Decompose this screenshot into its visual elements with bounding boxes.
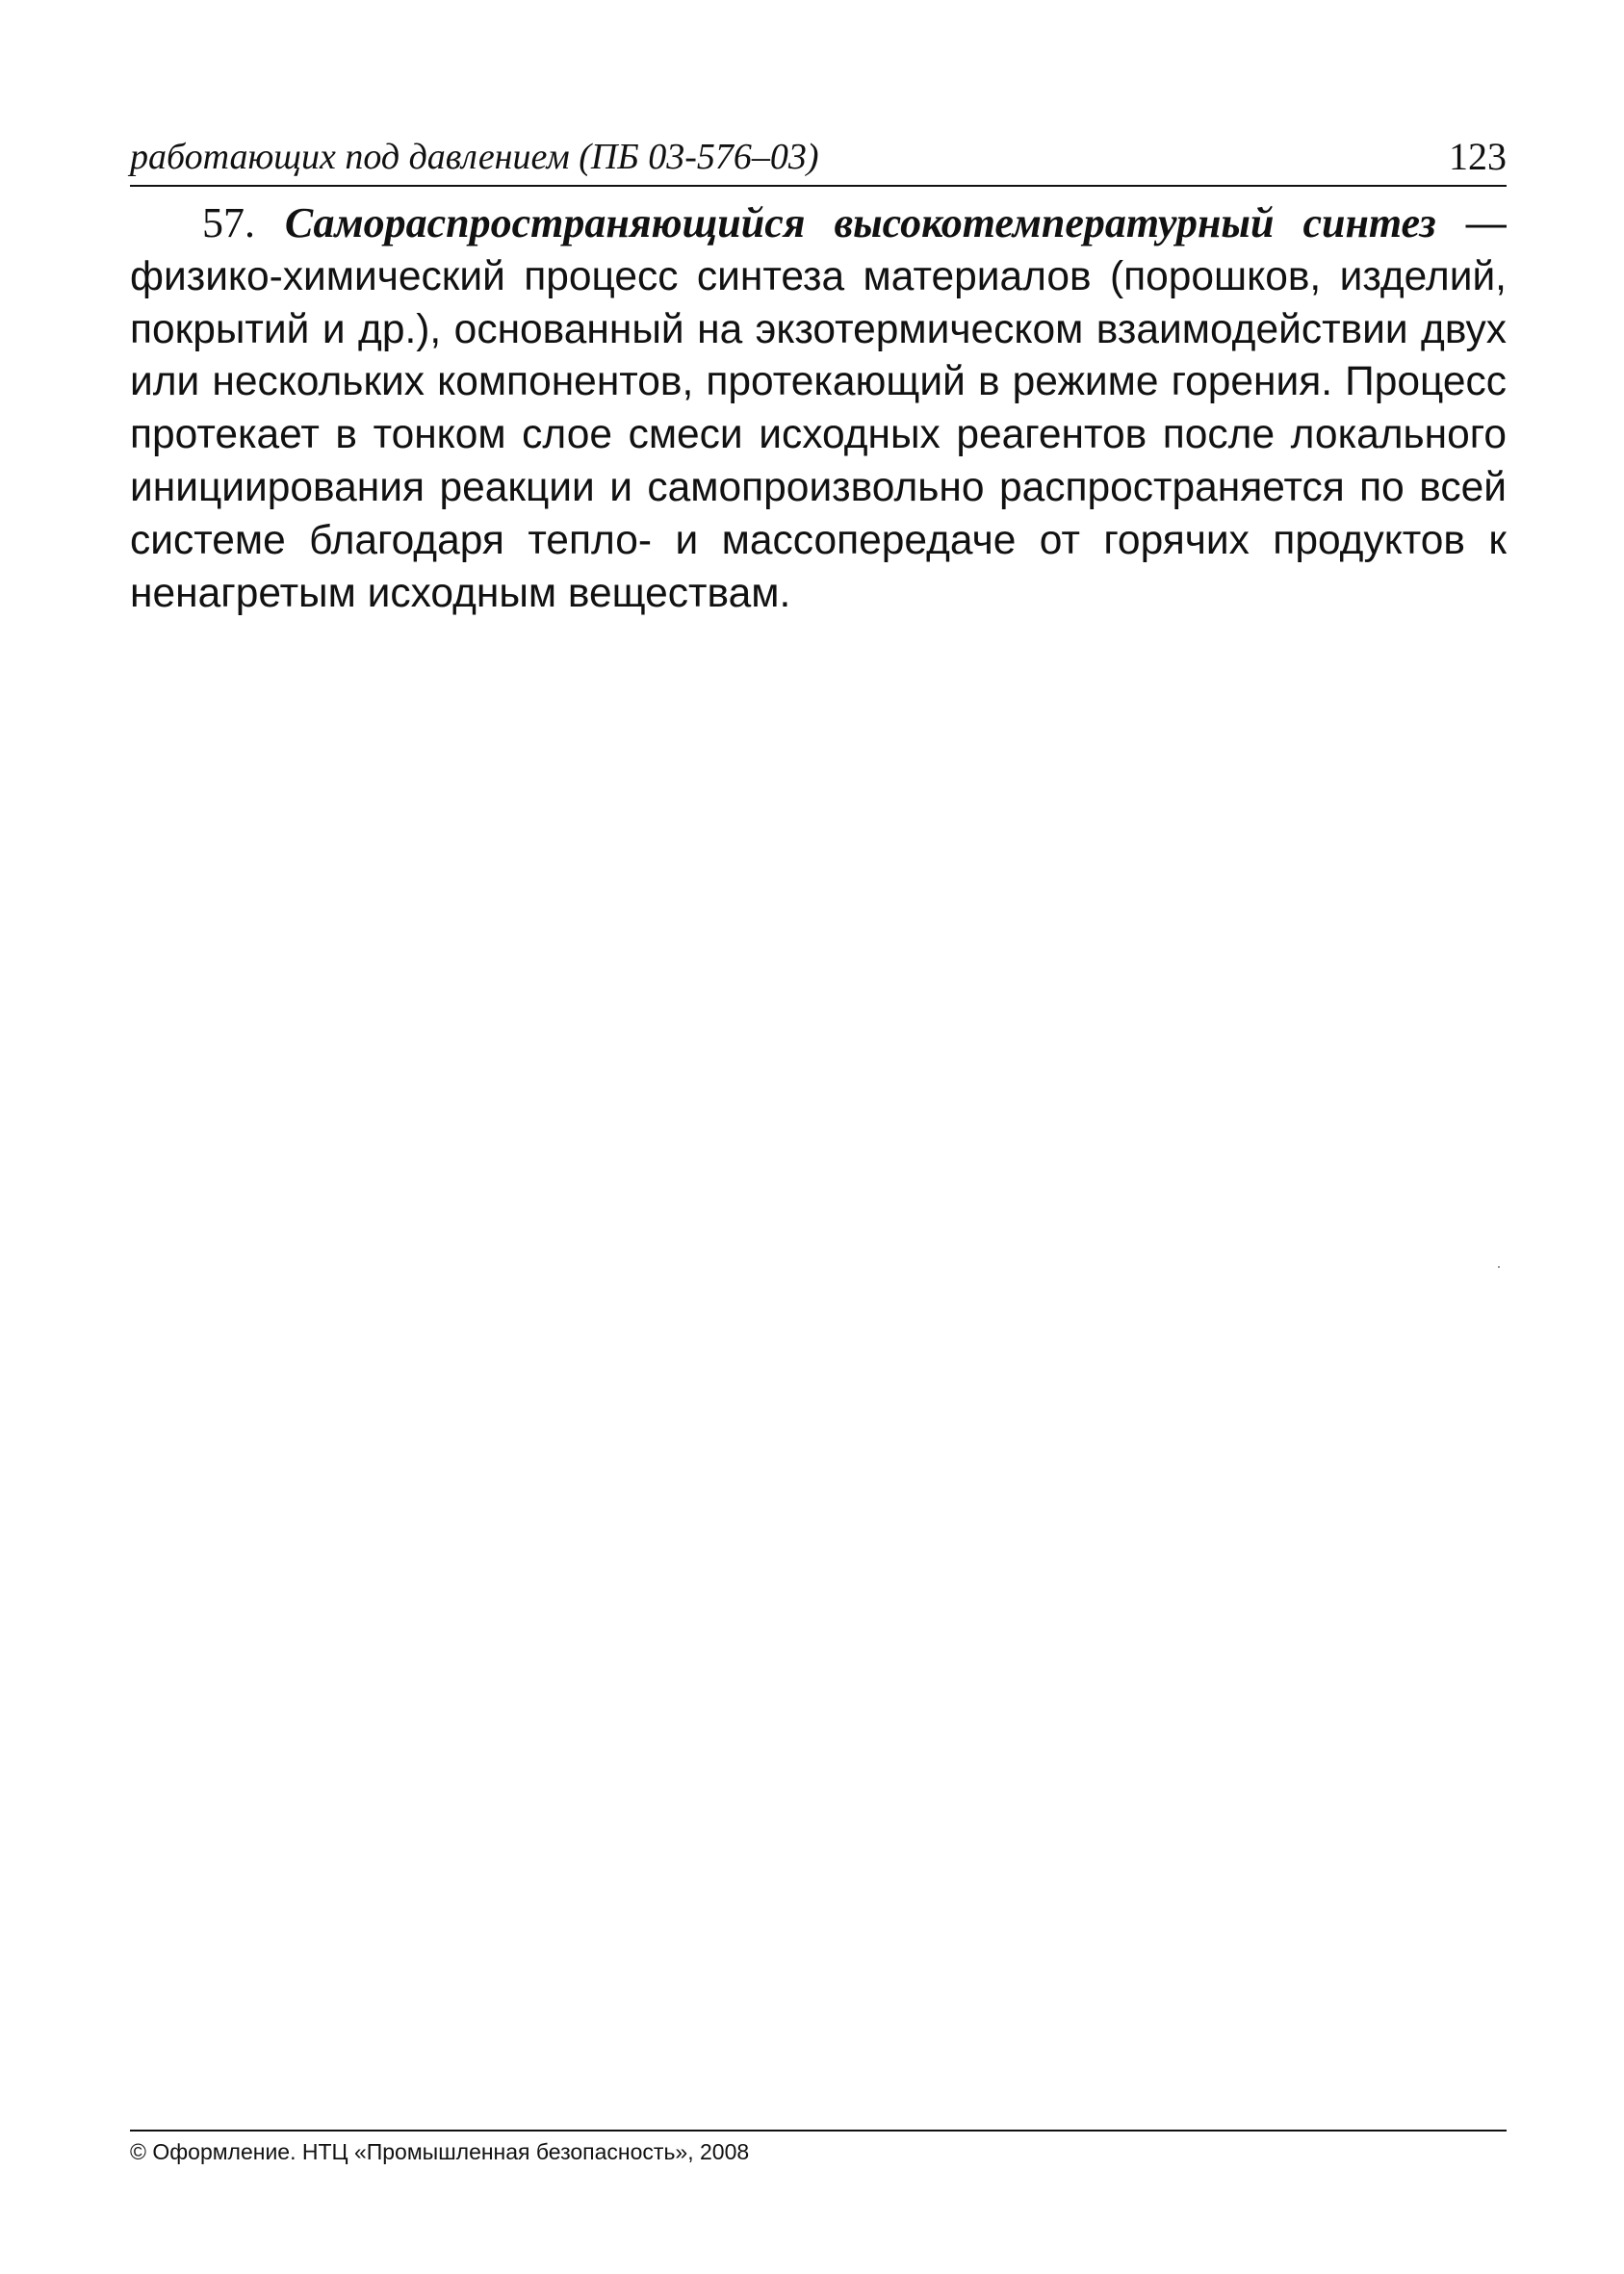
definition-text: — физико-химический процесс синтеза материалов (порошков, изделий, покрытий и др.), основанный на экзотермическом взаимодействии двух или нескольких компонентов, протекающий в режиме горения. Процесс протекает в тонком слое смеси исходных реагентов после локального инициирования реакции и самопроизвольно распространяется по всей системе благодаря тепло- и массопередаче от горячих продуктов к ненагретым исходным веществам. (130, 201, 1508, 616)
page-number: 123 (1449, 135, 1507, 178)
header-title: работающих под давлением (ПБ 03-576–03) (130, 137, 819, 177)
item-number: 57. (202, 199, 255, 246)
defined-term: Самораспространяющийся высокотемпературный синтез (284, 199, 1436, 246)
article-body (130, 197, 1507, 620)
page-footer (130, 2130, 1507, 2166)
copyright-notice: © Оформление. НТЦ «Промышленная безопасность», 2008 (130, 2139, 750, 2164)
definition-paragraph (130, 197, 1507, 620)
running-header (130, 133, 1507, 187)
scan-speck (1498, 1266, 1500, 1268)
